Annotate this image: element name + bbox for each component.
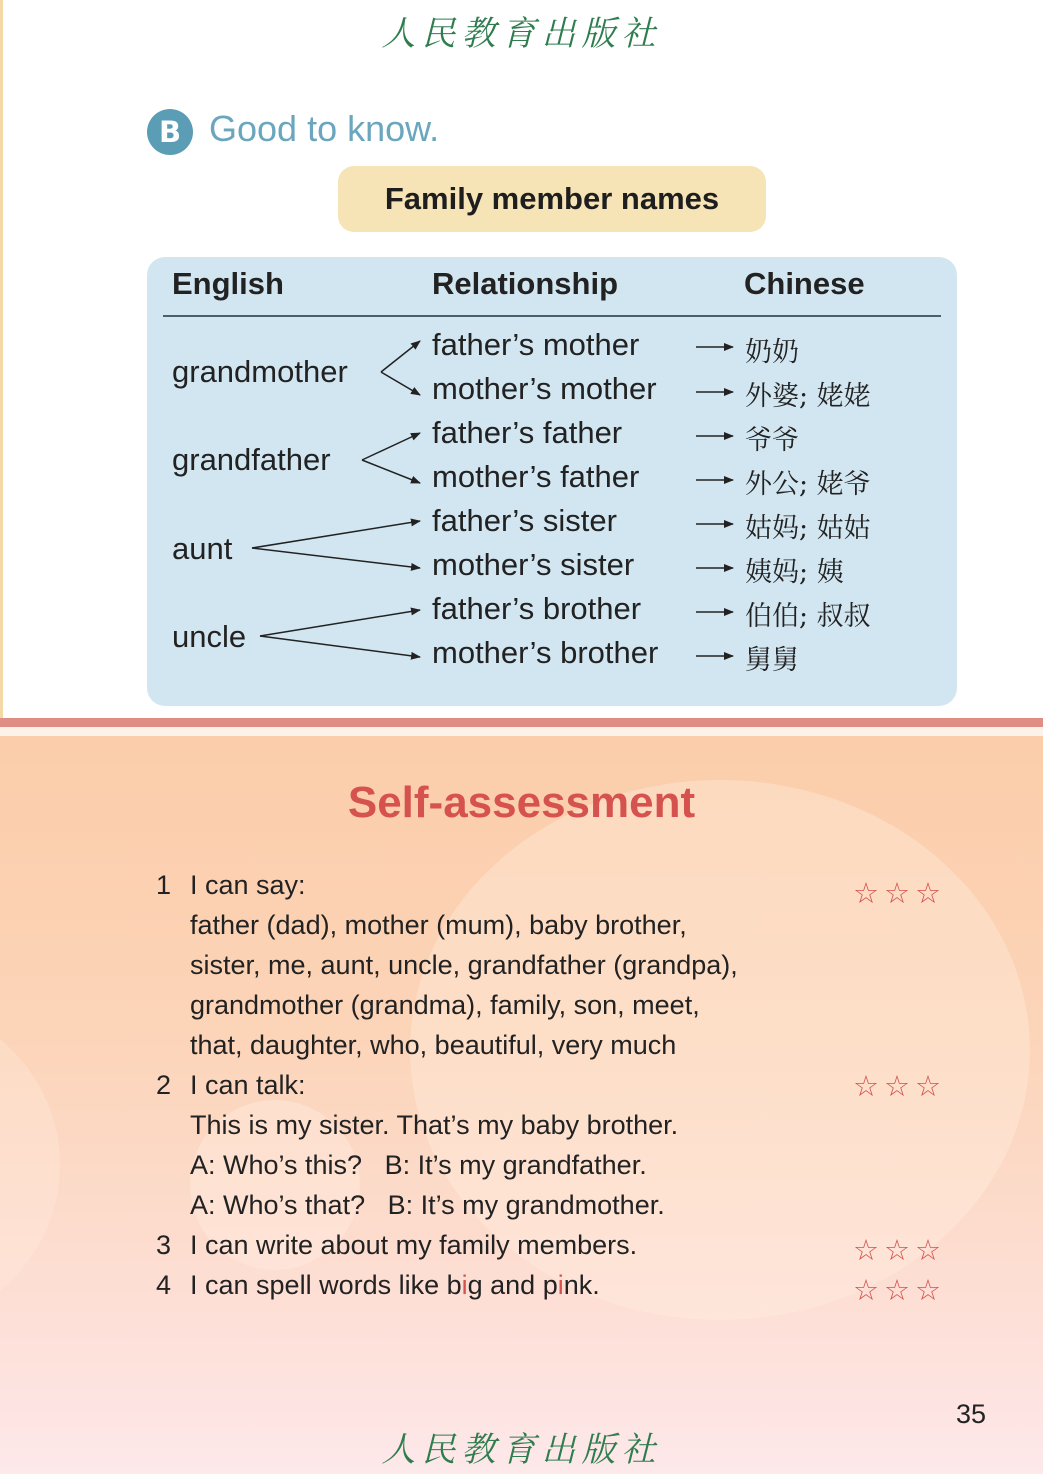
section-divider-light	[0, 727, 1043, 736]
arrow-uncle-fathers-brother	[260, 610, 420, 636]
arrow-aunt-fathers-sister	[252, 521, 420, 548]
relation-fathers-sister: father’s sister	[432, 503, 617, 538]
column-header-chinese: Chinese	[744, 266, 865, 301]
relation-mothers-brother: mother’s brother	[432, 635, 659, 670]
column-header-english: English	[172, 266, 284, 301]
item-2-line: I can talk:	[190, 1070, 306, 1100]
publisher-logo-top: 人民教育出版社	[381, 14, 662, 54]
relation-mothers-mother: mother’s mother	[432, 371, 657, 406]
arrow-grandfather-mothers-father	[362, 460, 420, 483]
item-3-line: I can write about my family members.	[190, 1230, 638, 1260]
chinese-mothers-sister: 姨妈; 姨	[745, 557, 844, 588]
chinese-fathers-father: 爷爷	[745, 425, 799, 456]
rating-stars-3[interactable]: ☆☆☆	[853, 1233, 946, 1267]
column-header-relationship: Relationship	[432, 266, 619, 301]
page-number: 35	[956, 1399, 987, 1429]
english-term-grandfather: grandfather	[172, 442, 331, 477]
relation-mothers-sister: mother’s sister	[432, 547, 635, 582]
section-b-title: Good to know.	[209, 108, 440, 149]
arrow-grandfather-fathers-father	[362, 433, 420, 460]
item-1-line: I can say:	[190, 870, 306, 900]
english-term-uncle: uncle	[172, 619, 247, 654]
english-term-grandmother: grandmother	[172, 354, 348, 389]
item-4-line	[190, 1270, 600, 1301]
item-1-line: sister, me, aunt, uncle, grandfather (grandpa),	[190, 950, 738, 980]
relation-fathers-mother: father’s mother	[432, 327, 640, 362]
section-divider	[0, 718, 1043, 727]
chinese-mothers-brother: 舅舅	[745, 645, 799, 676]
rating-stars-2[interactable]: ☆☆☆	[853, 1069, 946, 1103]
chinese-fathers-sister: 姑妈; 姑姑	[745, 513, 871, 544]
relation-fathers-father: father’s father	[432, 415, 623, 450]
item-2-line: A: Who’s that? B: It’s my grandmother.	[190, 1190, 665, 1220]
arrow-uncle-mothers-brother	[260, 636, 420, 657]
item-number-1: 1	[156, 870, 172, 900]
item-1-line: grandmother (grandma), family, son, meet,	[190, 990, 700, 1020]
relation-fathers-brother: father’s brother	[432, 591, 642, 626]
item-4-text: g and p	[467, 1270, 558, 1300]
section-b-badge: B	[147, 109, 193, 155]
item-2-line: A: Who’s this? B: It’s my grandfather.	[190, 1150, 647, 1180]
item-2-line: This is my sister. That’s my baby brother.	[190, 1110, 679, 1140]
chinese-mothers-father: 外公; 姥爷	[745, 469, 871, 500]
chinese-fathers-mother: 奶奶	[745, 337, 799, 368]
item-number-4: 4	[156, 1270, 172, 1300]
chinese-mothers-mother: 外婆; 姥姥	[745, 381, 871, 412]
english-term-aunt: aunt	[172, 531, 233, 566]
rating-stars-1[interactable]: ☆☆☆	[853, 876, 946, 910]
item-number-3: 3	[156, 1230, 172, 1260]
publisher-logo-bottom: 人民教育出版社	[381, 1430, 662, 1470]
item-4-text: I can spell words like b	[190, 1270, 462, 1300]
rating-stars-4[interactable]: ☆☆☆	[853, 1273, 946, 1307]
highlighted-letter-i: i	[557, 1270, 564, 1300]
item-number-2: 2	[156, 1070, 172, 1100]
arrow-aunt-mothers-sister	[252, 548, 420, 568]
relationship-arrows	[0, 0, 1043, 720]
arrow-grandmother-mothers-mother	[381, 372, 420, 395]
item-1-line: father (dad), mother (mum), baby brother,	[190, 910, 687, 940]
self-assessment-title: Self-assessment	[347, 778, 696, 827]
chinese-fathers-brother: 伯伯; 叔叔	[745, 601, 871, 632]
relation-mothers-father: mother’s father	[432, 459, 640, 494]
highlighted-letter-i: i	[461, 1270, 468, 1300]
item-1-line: that, daughter, who, beautiful, very much	[190, 1030, 677, 1060]
family-names-heading-text: Family member names	[384, 181, 720, 216]
arrow-grandmother-fathers-mother	[381, 341, 420, 372]
item-4-text: nk.	[563, 1270, 600, 1300]
